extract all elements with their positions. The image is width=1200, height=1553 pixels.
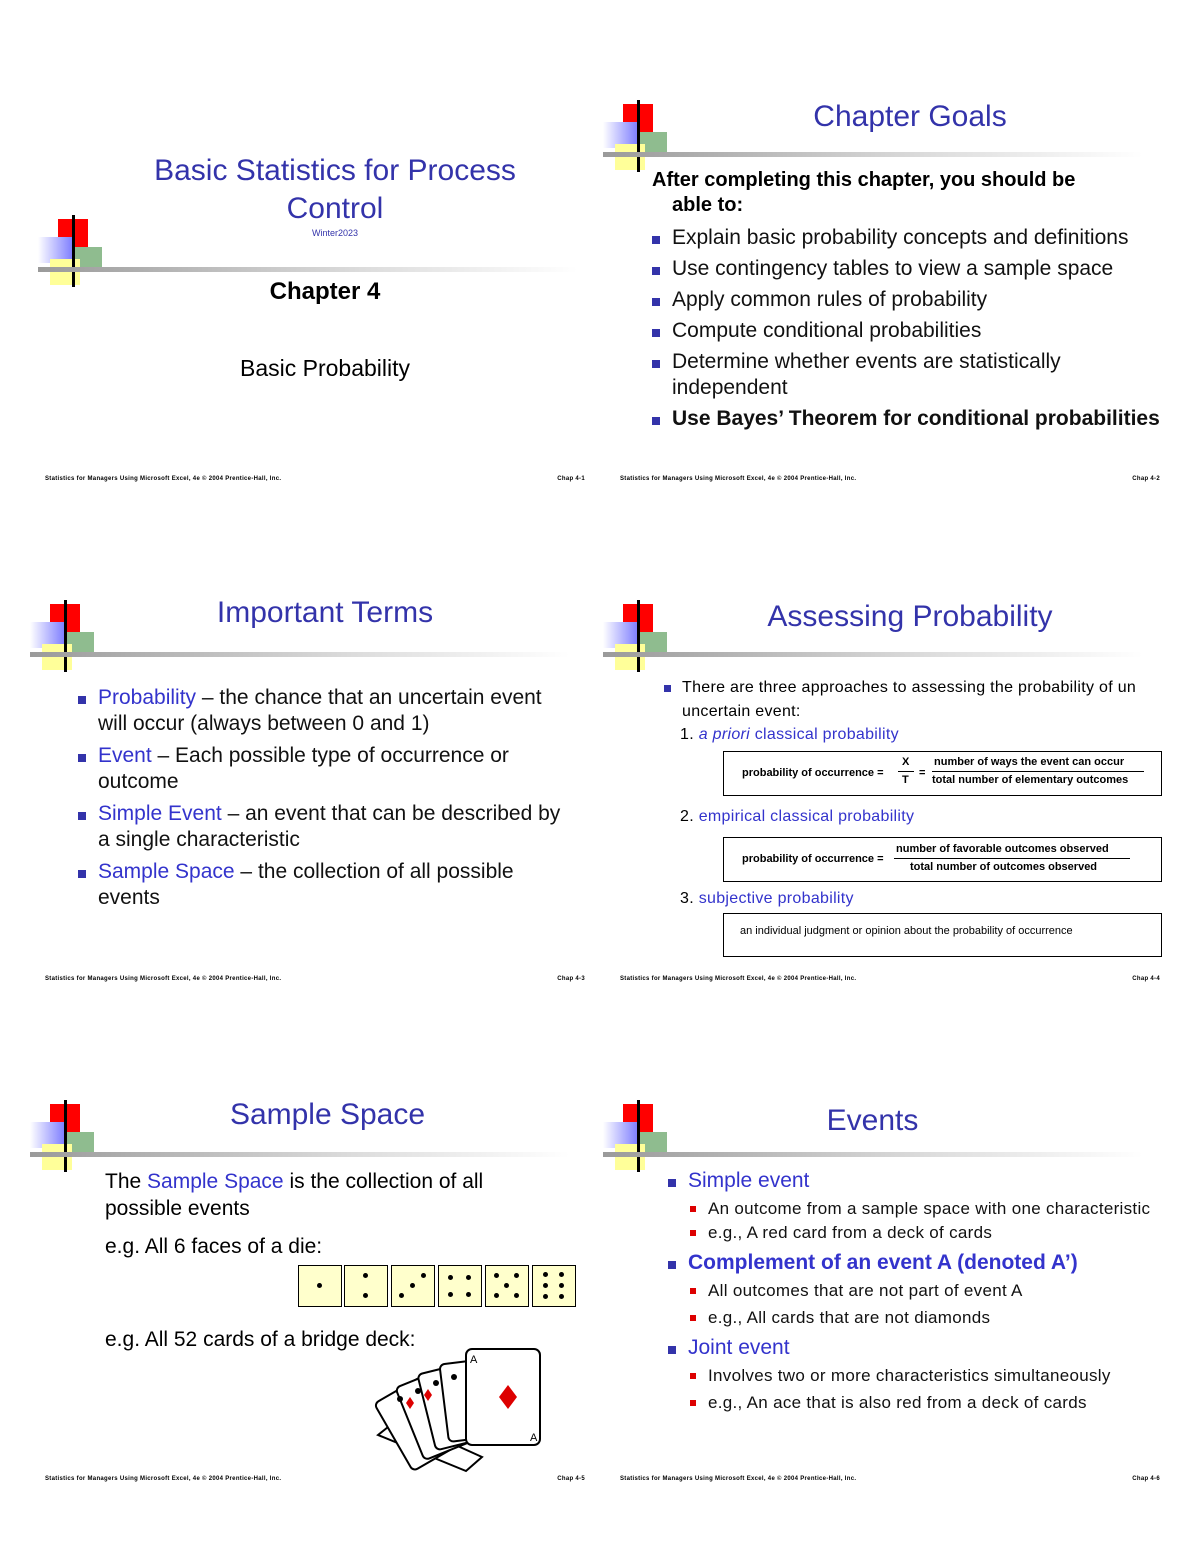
slide-title: Events	[826, 1104, 919, 1137]
goal-item: Apply common rules of probability	[652, 287, 1172, 313]
page-number: Chap 4-2	[1132, 476, 1160, 482]
slide-title: Assessing Probability	[767, 600, 1053, 633]
page-number: Chap 4-3	[557, 976, 585, 982]
goals-intro	[652, 168, 1075, 218]
approach-italic: a priori	[698, 726, 751, 743]
footer-text: Statistics for Managers Using Microsoft Excel, 4e © 2004 Prentice-Hall, Inc.	[620, 1476, 857, 1482]
term-definition: – Each possible type of occurrence or outcome	[98, 744, 509, 793]
chapter-topic: Basic Probability	[239, 355, 411, 381]
subtitle: Winter2023	[311, 228, 359, 238]
die-face-3	[391, 1265, 435, 1307]
deck-example-text: e.g. All 52 cards of a bridge deck:	[105, 1328, 416, 1351]
approach-3	[680, 890, 854, 908]
approach-label: subjective probability	[698, 890, 854, 907]
events-list	[668, 1168, 1188, 1415]
slide-1-title	[100, 152, 570, 228]
approach-1	[680, 726, 899, 744]
approach-number: 1.	[680, 726, 699, 743]
slide-logo-icon	[603, 100, 678, 175]
approach-label: classical probability	[750, 726, 899, 743]
event-type: Joint event	[668, 1335, 1188, 1361]
page-number: Chap 4-4	[1132, 976, 1160, 982]
die-example-text: e.g. All 6 faces of a die:	[105, 1235, 323, 1258]
term-definition: – the collection of all possible events	[98, 860, 514, 909]
event-detail: An outcome from a sample space with one characteristic	[688, 1197, 1188, 1221]
approach-number: 2.	[680, 808, 699, 825]
terms-list	[78, 685, 568, 916]
formula-denominator: total number of elementary outcomes	[932, 774, 1129, 786]
page-number: Chap 4-6	[1132, 1476, 1160, 1482]
footer	[620, 976, 1160, 982]
title-line-2: Control	[286, 192, 384, 225]
slide-logo-icon	[603, 600, 678, 675]
slide-title: Chapter Goals	[813, 100, 1007, 133]
slide-logo-icon	[30, 600, 105, 675]
approach-2	[680, 808, 914, 826]
formula-box-2	[723, 837, 1162, 882]
formula-numerator: number of ways the event can occur	[934, 756, 1125, 768]
playing-cards-icon	[370, 1345, 550, 1475]
formula-lhs: probability of occurrence =	[742, 853, 884, 865]
term-item	[78, 685, 568, 737]
page-number: Chap 4-1	[557, 476, 585, 482]
footer-text: Statistics for Managers Using Microsoft Excel, 4e © 2004 Prentice-Hall, Inc.	[620, 976, 857, 982]
goal-item: Determine whether events are statistically independent	[652, 349, 1172, 401]
goal-item: Explain basic probability concepts and definitions	[652, 225, 1172, 251]
footer	[45, 976, 585, 982]
slide-6	[600, 1000, 1200, 1517]
goal-item: Use contingency tables to view a sample space	[652, 256, 1172, 282]
slide-title: Important Terms	[216, 596, 434, 629]
intro-line-2: able to:	[672, 194, 744, 216]
slide-title: Sample Space	[229, 1098, 426, 1131]
slide-1	[0, 0, 600, 517]
slide-4	[600, 500, 1200, 1017]
goal-item: Compute conditional probabilities	[652, 318, 1172, 344]
footer-text: Statistics for Managers Using Microsoft Excel, 4e © 2004 Prentice-Hall, Inc.	[45, 976, 282, 982]
slide-2	[600, 0, 1200, 517]
intro-text: There are three approaches to assessing the probability of un uncertain event:	[682, 679, 1137, 720]
footer	[620, 476, 1160, 482]
text-part: The	[105, 1170, 148, 1193]
footer	[620, 1476, 1160, 1482]
term-item	[78, 859, 568, 911]
dice-row	[298, 1265, 578, 1307]
formula-lhs: probability of occurrence =	[742, 767, 884, 779]
event-detail: All outcomes that are not part of event A	[688, 1279, 1188, 1303]
sample-space-text	[105, 1168, 545, 1222]
term-name: Probability	[98, 686, 197, 709]
page-number: Chap 4-5	[557, 1476, 585, 1482]
footer-text: Statistics for Managers Using Microsoft Excel, 4e © 2004 Prentice-Hall, Inc.	[620, 476, 857, 482]
formula-t: T	[902, 774, 909, 786]
term-highlight: Sample Space	[147, 1170, 284, 1193]
footer	[45, 476, 585, 482]
die-face-1	[298, 1265, 342, 1307]
event-type: Complement of an event A (denoted A’)	[668, 1250, 1188, 1276]
intro-line-1: After completing this chapter, you should be	[652, 169, 1076, 191]
slide-logo-icon	[603, 1100, 678, 1175]
event-type: Simple event	[668, 1168, 1188, 1194]
footer	[45, 1476, 585, 1482]
formula-box-3	[723, 913, 1162, 957]
slide-5	[0, 1000, 600, 1517]
term-name: Event	[98, 744, 152, 767]
footer-text: Statistics for Managers Using Microsoft Excel, 4e © 2004 Prentice-Hall, Inc.	[45, 1476, 282, 1482]
formula-denominator: total number of outcomes observed	[910, 861, 1098, 873]
term-item	[78, 801, 568, 853]
slide-3	[0, 500, 600, 1017]
slide-logo-icon	[30, 1100, 105, 1175]
die-face-4	[438, 1265, 482, 1307]
formula-numerator: number of favorable outcomes observed	[896, 843, 1109, 855]
formula-x: X	[902, 756, 910, 768]
formula-eq: =	[919, 767, 926, 779]
text-part: is the collection of all possible events	[105, 1170, 484, 1220]
term-name: Sample Space	[98, 860, 235, 883]
goal-item: Use Bayes’ Theorem for conditional probabilities	[652, 406, 1172, 432]
formula-box-1	[723, 751, 1162, 796]
event-detail: e.g., An ace that is also red from a deck of cards	[688, 1391, 1188, 1415]
term-definition: – the chance that an uncertain event will occur (always between 0 and 1)	[98, 686, 542, 735]
subjective-text: an individual judgment or opinion about the probability of occurrence	[740, 925, 1073, 937]
event-detail: Involves two or more characteristics simultaneously	[688, 1364, 1188, 1388]
approach-label: empirical classical probability	[698, 808, 915, 825]
title-line-1: Basic Statistics for Process	[154, 154, 516, 187]
term-definition: – an event that can be described by a single characteristic	[98, 802, 561, 851]
footer-text: Statistics for Managers Using Microsoft Excel, 4e © 2004 Prentice-Hall, Inc.	[45, 476, 282, 482]
die-face-6	[532, 1265, 576, 1307]
goals-list	[652, 225, 1172, 437]
event-detail: e.g., All cards that are not diamonds	[688, 1306, 1188, 1330]
approach-number: 3.	[680, 890, 699, 907]
die-face-5	[485, 1265, 529, 1307]
die-face-2	[344, 1265, 388, 1307]
term-name: Simple Event	[98, 802, 222, 825]
chapter-heading: Chapter 4	[269, 278, 381, 305]
approaches-intro	[662, 676, 1182, 724]
svg-text:A: A	[530, 1432, 538, 1444]
svg-text:A: A	[470, 1354, 478, 1366]
event-detail: e.g., A red card from a deck of cards	[688, 1221, 1188, 1245]
term-item	[78, 743, 568, 795]
